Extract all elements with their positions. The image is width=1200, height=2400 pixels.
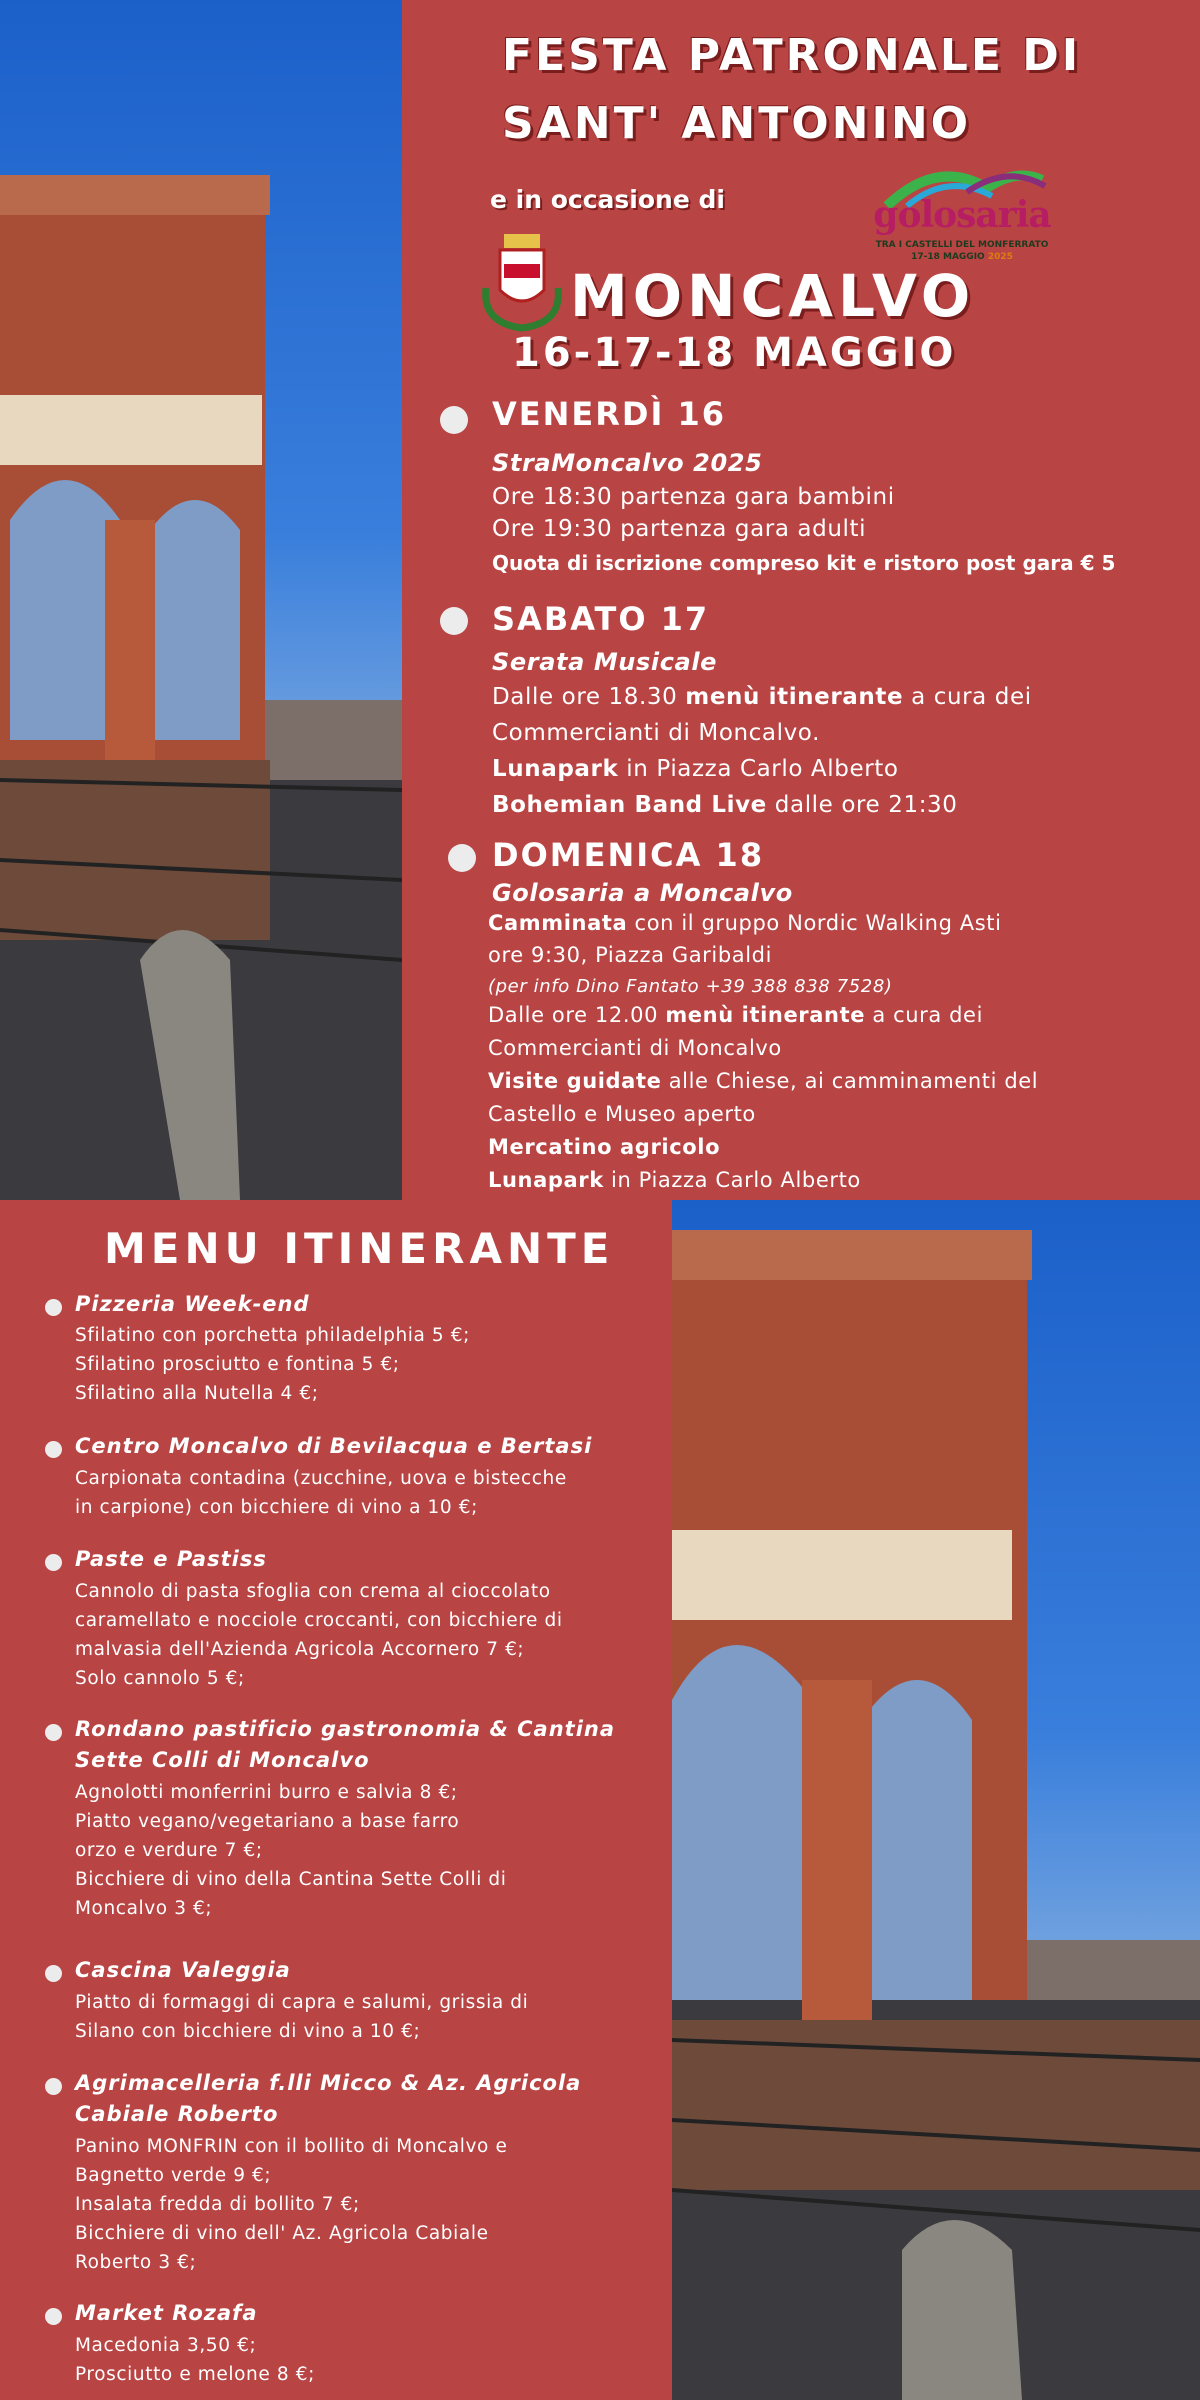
sunday-line: Mercatino agricolo xyxy=(488,1135,721,1159)
menu-item: Roberto 3 €; xyxy=(75,2252,197,2273)
menu-item: Bagnetto verde 9 €; xyxy=(75,2165,272,2186)
tower-illustration-2 xyxy=(672,1200,1200,2400)
menu-bullet-icon xyxy=(45,1965,62,1982)
menu-item: caramellato e nocciole croccanti, con bicchiere di xyxy=(75,1610,563,1631)
menu-item: orzo e verdure 7 €; xyxy=(75,1840,263,1861)
menu-item: Prosciutto e melone 8 €; xyxy=(75,2364,315,2385)
day-bullet-icon xyxy=(440,607,468,635)
sunday-info-line: (per info Dino Fantato +39 388 838 7528) xyxy=(488,976,893,997)
castle-tower-photo xyxy=(0,0,402,1200)
menu-item: Cannolo di pasta sfoglia con crema al cioccolato xyxy=(75,1581,551,1602)
golosaria-logo xyxy=(867,158,1057,268)
golosaria-date xyxy=(867,252,1057,262)
menu-item: Carpionata contadina (zucchine, uova e bistecche xyxy=(75,1468,567,1489)
menu-item: Insalata fredda di bollito 7 €; xyxy=(75,2194,360,2215)
sunday-line: Visite guidate alle Chiese, ai camminamenti del xyxy=(488,1069,1039,1093)
menu-item: Bicchiere di vino della Cantina Sette Colli di xyxy=(75,1869,507,1890)
sunday-line: ore 9:30, Piazza Garibaldi xyxy=(488,943,773,967)
menu-item: Agnolotti monferrini burro e salvia 8 €; xyxy=(75,1782,458,1803)
menu-item: Sfilatino alla Nutella 4 €; xyxy=(75,1383,319,1404)
day-bullet-icon xyxy=(440,406,468,434)
menu-panel xyxy=(0,1200,672,2400)
menu-bullet-icon xyxy=(45,1554,62,1571)
menu-item: Silano con bicchiere di vino a 10 €; xyxy=(75,2021,421,2042)
menu-item: Sfilatino prosciutto e fontina 5 €; xyxy=(75,1354,400,1375)
vendor-name-continued: Cabiale Roberto xyxy=(75,2102,279,2126)
saturday-line: Bohemian Band Live dalle ore 21:30 xyxy=(492,792,958,818)
sunday-line: Dalle ore 12.00 menù itinerante a cura dei xyxy=(488,1003,983,1027)
friday-line: Ore 19:30 partenza gara adulti xyxy=(492,516,867,542)
vendor-name: Rondano pastificio gastronomia & Cantina xyxy=(75,1717,616,1741)
festival-title: FESTA PATRONALE DI SANT' ANTONINO xyxy=(502,30,1082,149)
friday-line: Ore 18:30 partenza gara bambini xyxy=(492,484,895,510)
sunday-line: Castello e Museo aperto xyxy=(488,1102,756,1126)
day-heading-friday: VENERDÌ 16 xyxy=(492,395,727,433)
event-info-panel xyxy=(402,0,1200,1200)
menu-bullet-icon xyxy=(45,1441,62,1458)
vendor-name: Pizzeria Week-end xyxy=(75,1292,310,1316)
vendor-name: Agrimacelleria f.lli Micco & Az. Agricola xyxy=(75,2071,582,2095)
castle-tower-photo-2 xyxy=(672,1200,1200,2400)
municipal-crest-icon xyxy=(478,228,566,332)
golosaria-subtitle: TRA I CASTELLI DEL MONFERRATO xyxy=(875,240,1049,250)
golosaria-date-text: 17-18 MAGGIO xyxy=(911,252,985,262)
saturday-line: Commercianti di Moncalvo. xyxy=(492,720,820,746)
menu-item: Solo cannolo 5 €; xyxy=(75,1668,245,1689)
menu-item: Piatto vegano/vegetariano a base farro xyxy=(75,1811,460,1832)
menu-section xyxy=(0,1200,1200,2400)
menu-item: Piatto di formaggi di capra e salumi, grissia di xyxy=(75,1992,529,2013)
vendor-name: Paste e Pastiss xyxy=(75,1547,267,1571)
saturday-line: Lunapark in Piazza Carlo Alberto xyxy=(492,756,899,782)
day-bullet-icon xyxy=(448,844,476,872)
friday-subtitle: StraMoncalvo 2025 xyxy=(492,449,763,477)
occasion-text: e in occasione di xyxy=(490,185,725,214)
sunday-line: Camminata con il gruppo Nordic Walking Asti xyxy=(488,911,1002,935)
saturday-subtitle: Serata Musicale xyxy=(492,648,718,676)
day-heading-saturday: SABATO 17 xyxy=(492,600,710,638)
sunday-line: Lunapark in Piazza Carlo Alberto xyxy=(488,1168,861,1192)
menu-bullet-icon xyxy=(45,1724,62,1741)
sunday-line: Commercianti di Moncalvo xyxy=(488,1036,782,1060)
friday-fee-line: Quota di iscrizione compreso kit e ristoro post gara € 5 xyxy=(492,551,1116,575)
menu-item: Macedonia 3,50 €; xyxy=(75,2335,257,2356)
city-name: MONCALVO xyxy=(570,262,976,330)
menu-item: Moncalvo 3 €; xyxy=(75,1898,213,1919)
sunday-subtitle: Golosaria a Moncalvo xyxy=(492,879,793,907)
menu-item: malvasia dell'Azienda Agricola Accornero 7 €; xyxy=(75,1639,525,1660)
golosaria-year: 2025 xyxy=(987,252,1013,262)
menu-item: in carpione) con bicchiere di vino a 10 €; xyxy=(75,1497,478,1518)
menu-title: MENU ITINERANTE xyxy=(104,1224,615,1273)
vendor-name-continued: Sette Colli di Moncalvo xyxy=(75,1748,370,1772)
menu-item: Bicchiere di vino dell' Az. Agricola Cabiale xyxy=(75,2223,489,2244)
vendor-name: Cascina Valeggia xyxy=(75,1958,291,1982)
menu-bullet-icon xyxy=(45,2078,62,2095)
menu-bullet-icon xyxy=(45,1299,62,1316)
event-dates: 16-17-18 MAGGIO xyxy=(512,330,957,376)
vendor-name: Centro Moncalvo di Bevilacqua e Bertasi xyxy=(75,1434,593,1458)
golosaria-wordmark: golosaria xyxy=(873,194,1051,236)
menu-item: Sfilatino con porchetta philadelphia 5 €; xyxy=(75,1325,470,1346)
saturday-line: Dalle ore 18.30 menù itinerante a cura dei xyxy=(492,684,1032,710)
menu-item: Panino MONFRIN con il bollito di Moncalvo e xyxy=(75,2136,508,2157)
menu-bullet-icon xyxy=(45,2308,62,2325)
vendor-name: Market Rozafa xyxy=(75,2301,258,2325)
day-heading-sunday: DOMENICA 18 xyxy=(492,836,765,874)
tower-illustration xyxy=(0,0,402,1200)
